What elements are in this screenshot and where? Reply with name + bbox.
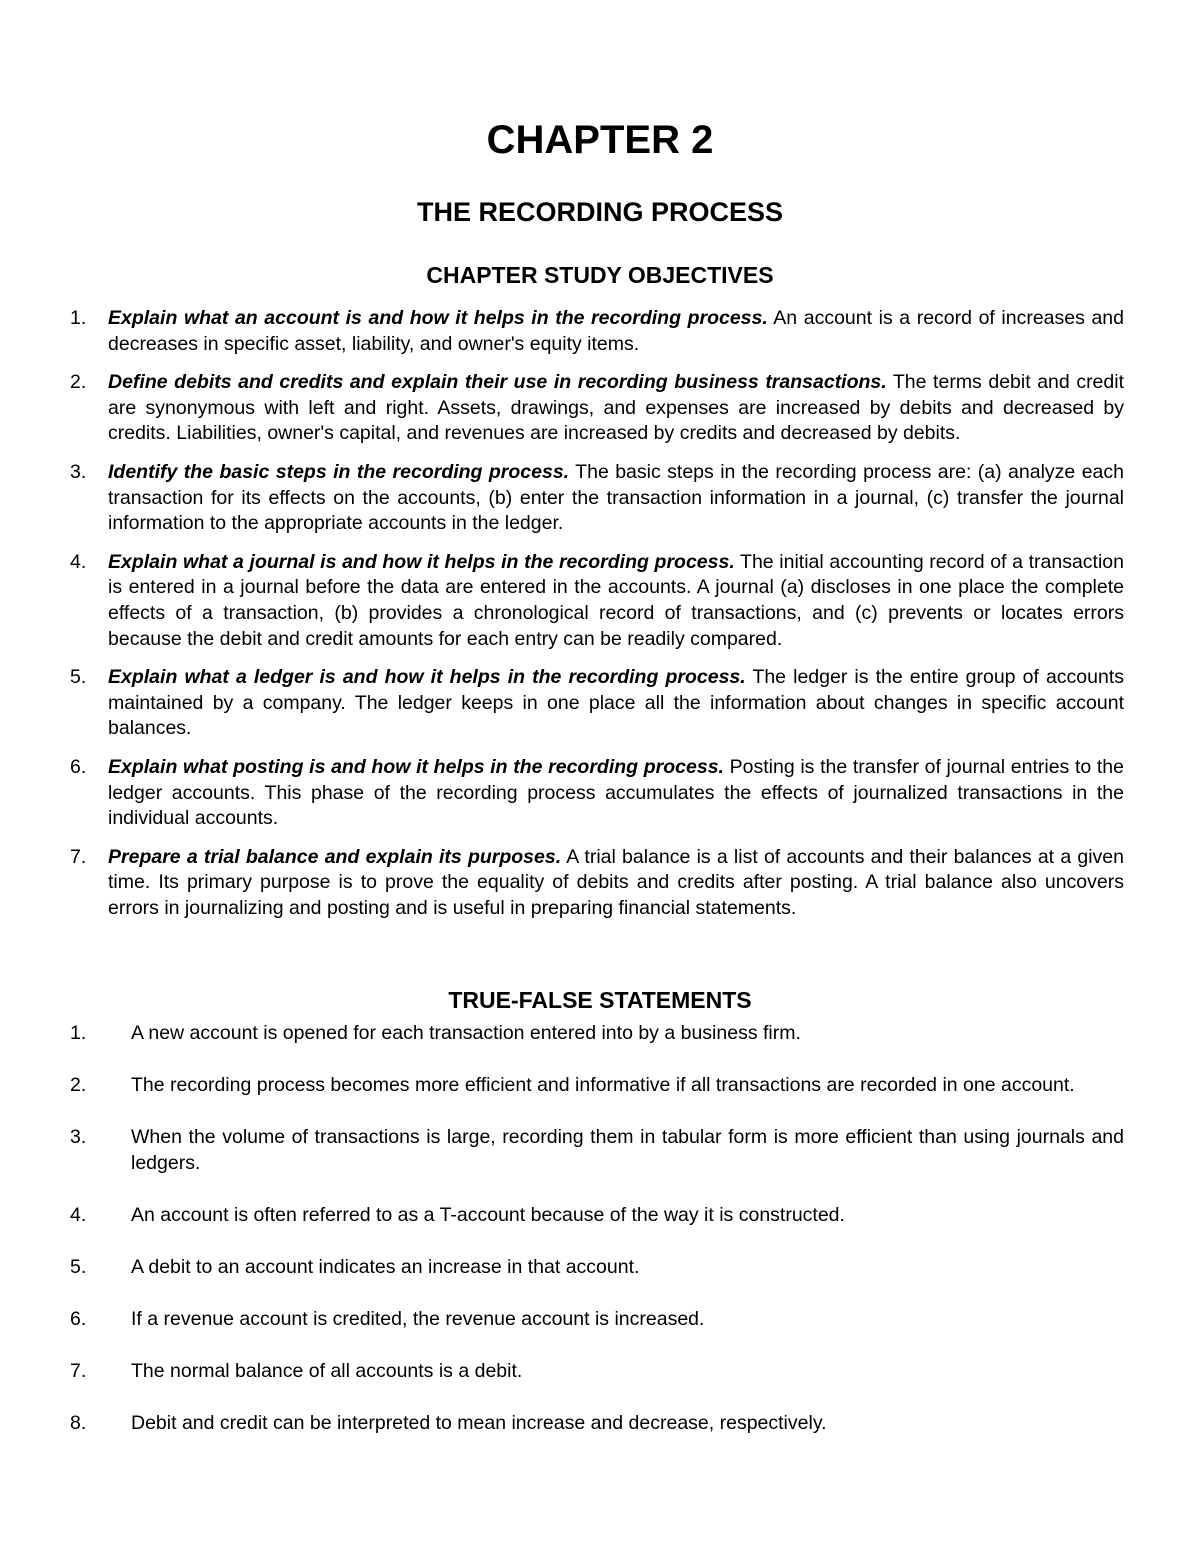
objective-number: 1. <box>70 307 87 329</box>
statement-text: An account is often referred to as a T-account because of the way it is constructed. <box>131 1204 845 1226</box>
statement-number: 3. <box>70 1126 87 1148</box>
statement-text: A new account is opened for each transaction entered into by a business firm. <box>131 1022 801 1044</box>
statement-text: The normal balance of all accounts is a debit. <box>131 1360 523 1382</box>
objective-item <box>70 755 1124 832</box>
objective-item <box>70 306 1124 357</box>
true-false-heading: TRUE-FALSE STATEMENTS <box>448 987 752 1013</box>
objective-text: Posting is the transfer of journal entries to the ledger accounts. This phase of the recording process accumulates the effects of journalized transactions in the individual accounts. <box>108 755 1124 830</box>
objective-text: The initial accounting record of a transaction is entered in a journal before the data are entered in the accounts. A journal (a) discloses in one place the complete effects of a transaction, (b) provides a chronological record of transactions, and (c) prevents or locates errors because the debit and credit amounts for each entry can be readily compared. <box>108 550 1124 650</box>
statement-text: Debit and credit can be interpreted to mean increase and decrease, respectively. <box>131 1412 827 1434</box>
objective-item <box>70 550 1124 652</box>
true-false-list <box>70 1020 1124 1462</box>
objectives-list <box>70 306 1124 934</box>
statement-item <box>70 1358 1124 1384</box>
objective-lead: Prepare a trial balance and explain its purposes. <box>108 845 562 868</box>
statement-item <box>70 1124 1124 1176</box>
statement-number: 2. <box>70 1074 87 1096</box>
objective-item <box>70 665 1124 742</box>
objective-text: A trial balance is a list of accounts and their balances at a given time. Its primary purpose is to prove the equality of debits and credits after posting. A trial balance also uncovers errors in journalizing and posting and is useful in preparing financial statements. <box>108 845 1124 919</box>
objective-lead: Explain what an account is and how it helps in the recording process. <box>108 307 768 329</box>
statement-number: 5. <box>70 1256 87 1278</box>
objective-number: 2. <box>70 371 87 394</box>
statement-number: 7. <box>70 1360 87 1382</box>
chapter-subtitle: THE RECORDING PROCESS <box>416 197 784 227</box>
objective-text: The basic steps in the recording process are: (a) analyze each transaction for its effects on the accounts, (b) enter the transaction information in a journal, (c) transfer the journal information to the appropriate accounts in the ledger. <box>108 460 1124 535</box>
objective-item <box>70 460 1124 537</box>
statement-number: 4. <box>70 1204 87 1226</box>
objective-number: 7. <box>70 845 87 868</box>
objective-lead: Identify the basic steps in the recording process. <box>108 460 570 483</box>
statement-number: 8. <box>70 1412 87 1434</box>
statement-text: When the volume of transactions is large, recording them in tabular form is more efficient than using journals and ledgers. <box>131 1126 1124 1174</box>
objective-number: 5. <box>70 666 87 689</box>
objective-item <box>70 370 1124 447</box>
objective-lead: Explain what a journal is and how it helps in the recording process. <box>108 550 735 573</box>
statement-text: A debit to an account indicates an increase in that account. <box>131 1256 640 1278</box>
objective-item <box>70 845 1124 922</box>
statement-item <box>70 1202 1124 1228</box>
objective-lead: Define debits and credits and explain their use in recording business transactions. <box>108 371 887 394</box>
objective-text: The ledger is the entire group of accounts maintained by a company. The ledger keeps in one place all the information about changes in specific account balances. <box>108 666 1124 740</box>
objective-lead: Explain what posting is and how it helps in the recording process. <box>108 755 724 778</box>
objective-lead: Explain what a ledger is and how it helps in the recording process. <box>108 666 746 689</box>
statement-item <box>70 1410 1124 1436</box>
objectives-heading: CHAPTER STUDY OBJECTIVES <box>426 262 774 288</box>
statement-item <box>70 1254 1124 1280</box>
statement-item <box>70 1306 1124 1332</box>
statement-item <box>70 1072 1124 1098</box>
objective-number: 4. <box>70 550 87 573</box>
statement-number: 1. <box>70 1022 87 1044</box>
objective-text: An account is a record of increases and decreases in specific asset, liability, and owner's equity items. <box>108 307 1124 355</box>
statement-text: The recording process becomes more efficient and informative if all transactions are recorded in one account. <box>131 1074 1075 1096</box>
chapter-title: CHAPTER 2 <box>486 118 714 162</box>
objective-text: The terms debit and credit are synonymous with left and right. Assets, drawings, and expenses are increased by debits and decreased by credits. Liabilities, owner's capital, and revenues are increased by credits and decreased by debits. <box>108 371 1124 445</box>
statement-item <box>70 1020 1124 1046</box>
objective-number: 6. <box>70 755 87 778</box>
statement-number: 6. <box>70 1308 87 1330</box>
statement-text: If a revenue account is credited, the revenue account is increased. <box>131 1308 705 1330</box>
objective-number: 3. <box>70 460 87 483</box>
